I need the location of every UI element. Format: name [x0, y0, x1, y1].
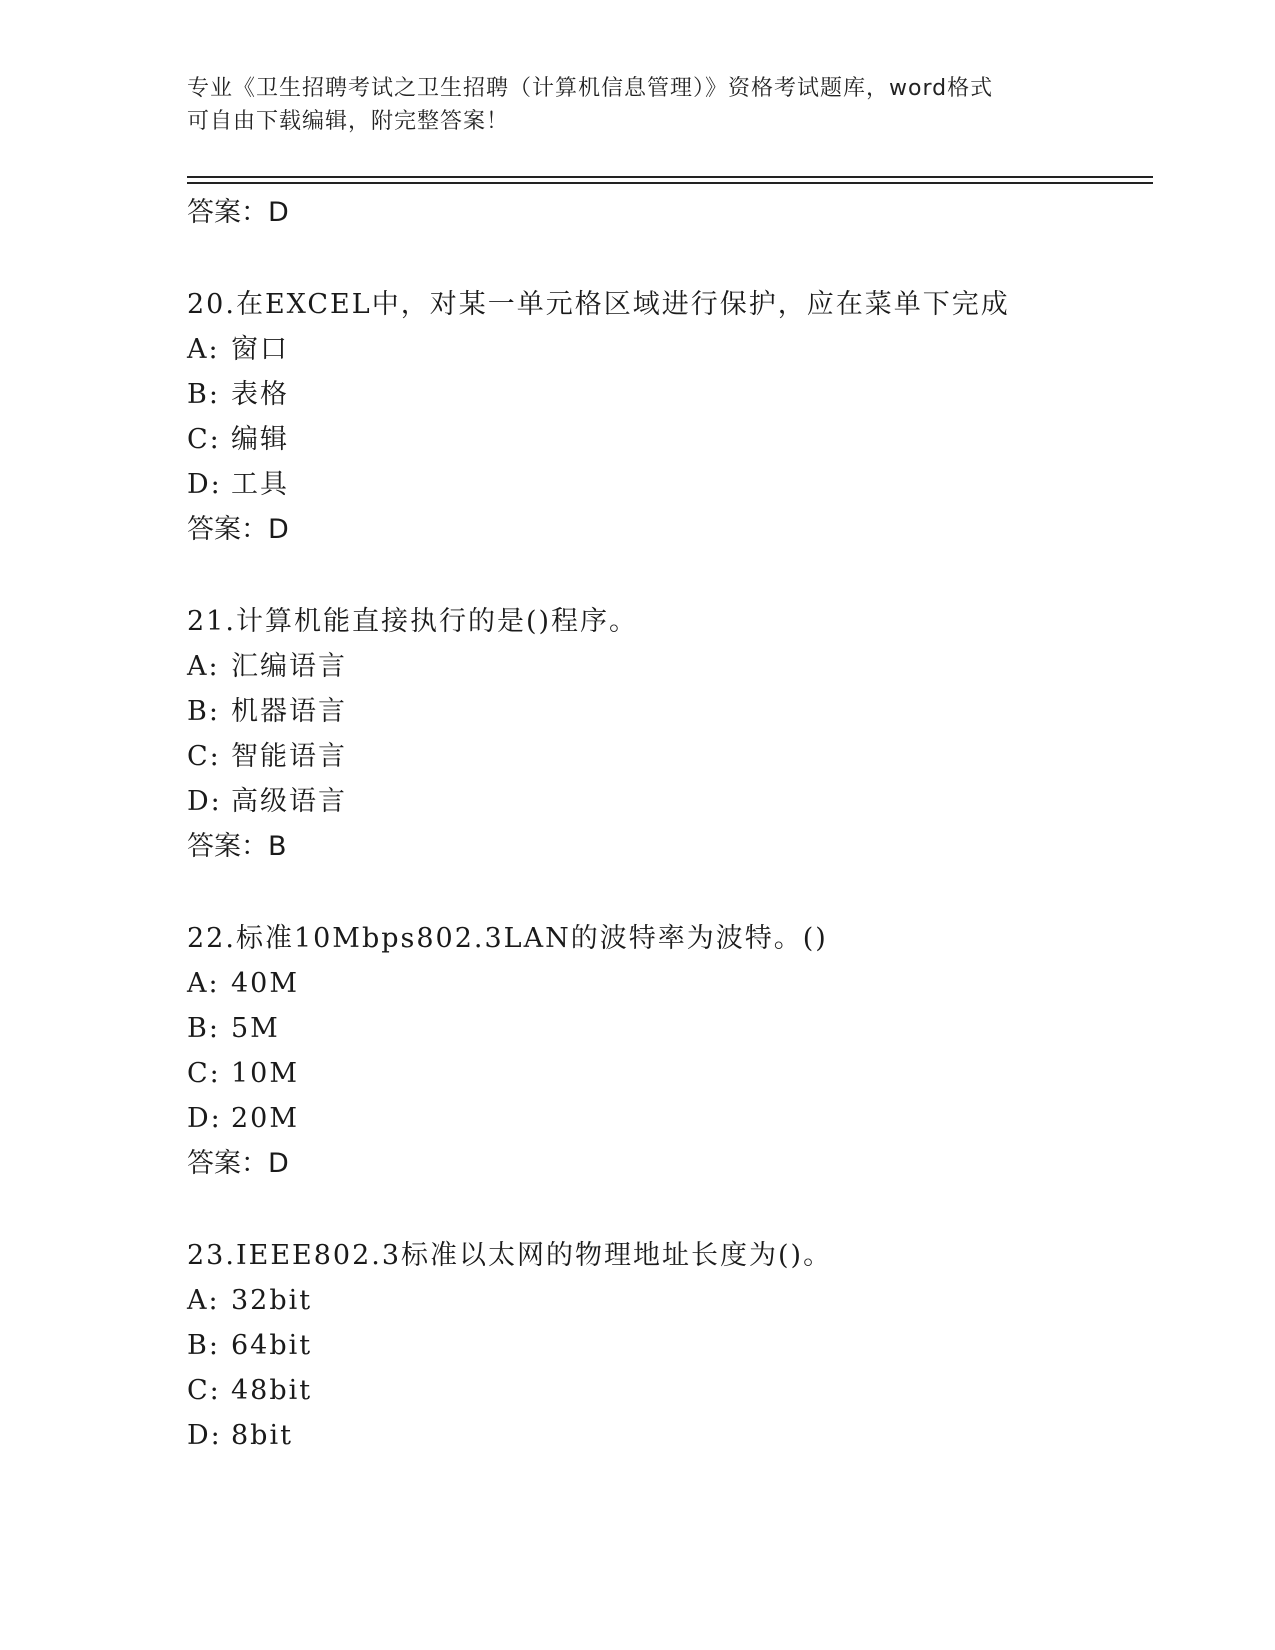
question-text: 23.IEEE802.3标准以太网的物理地址长度为()。: [187, 1240, 833, 1271]
option-b: [187, 1006, 1147, 1051]
option-label: C:: [187, 424, 221, 455]
option-text: 48bit: [231, 1375, 313, 1406]
option-d: [187, 1413, 1147, 1458]
question-text: 20.在EXCEL中，对某一单元格区域进行保护，应在菜单下完成: [187, 289, 1010, 320]
option-d: [187, 779, 1147, 824]
option-label: A:: [187, 334, 220, 365]
option-b: [187, 372, 1147, 417]
option-text: 20M: [231, 1103, 300, 1134]
question-block: [187, 916, 1147, 1186]
option-a: [187, 327, 1147, 372]
question-block: [187, 1233, 1147, 1458]
document-header: [187, 72, 1067, 138]
option-c: [187, 417, 1147, 462]
option-c: [187, 1051, 1147, 1096]
header-line-2: 可自由下载编辑，附完整答案！: [187, 109, 510, 134]
option-label: A:: [187, 968, 220, 999]
option-text: 工具: [231, 469, 289, 500]
option-a: [187, 644, 1147, 689]
option-label: B:: [187, 1330, 220, 1361]
option-label: B:: [187, 379, 220, 410]
option-text: 编辑: [231, 424, 289, 455]
option-text: 8bit: [231, 1420, 293, 1451]
option-text: 智能语言: [231, 741, 347, 772]
option-label: A:: [187, 1285, 220, 1316]
header-rule-bottom: [187, 182, 1153, 184]
answer-line: 答案：D: [187, 197, 289, 228]
header-rule-top: [187, 176, 1153, 178]
answer-line: 答案：B: [187, 831, 287, 862]
option-text: 64bit: [231, 1330, 313, 1361]
header-line-1: 专业《卫生招聘考试之卫生招聘（计算机信息管理）》资格考试题库，word格式: [187, 76, 994, 101]
option-c: [187, 1368, 1147, 1413]
option-text: 高级语言: [231, 786, 347, 817]
option-text: 表格: [231, 379, 289, 410]
option-d: [187, 1096, 1147, 1141]
option-c: [187, 734, 1147, 779]
option-text: 窗口: [231, 334, 289, 365]
option-b: [187, 1323, 1147, 1368]
question-list: [187, 190, 1147, 1458]
option-label: C:: [187, 1058, 221, 1089]
option-label: D:: [187, 1420, 222, 1451]
option-d: [187, 462, 1147, 507]
option-text: 机器语言: [231, 696, 347, 727]
option-a: [187, 1278, 1147, 1323]
option-label: D:: [187, 469, 222, 500]
question-block: [187, 282, 1147, 552]
answer-line: 答案：D: [187, 514, 289, 545]
question-text: 21.计算机能直接执行的是()程序。: [187, 606, 639, 637]
option-text: 10M: [231, 1058, 300, 1089]
option-label: A:: [187, 651, 220, 682]
option-label: C:: [187, 1375, 221, 1406]
option-b: [187, 689, 1147, 734]
option-label: D:: [187, 1103, 222, 1134]
question-block: [187, 599, 1147, 869]
option-a: [187, 961, 1147, 1006]
option-text: 5M: [231, 1013, 280, 1044]
option-text: 汇编语言: [231, 651, 347, 682]
option-label: D:: [187, 786, 222, 817]
option-text: 32bit: [231, 1285, 313, 1316]
answer-line: 答案：D: [187, 1148, 289, 1179]
option-label: C:: [187, 741, 221, 772]
option-label: B:: [187, 696, 220, 727]
question-text: 22.标准10Mbps802.3LAN的波特率为波特。(): [187, 923, 828, 954]
option-label: B:: [187, 1013, 220, 1044]
option-text: 40M: [231, 968, 300, 999]
